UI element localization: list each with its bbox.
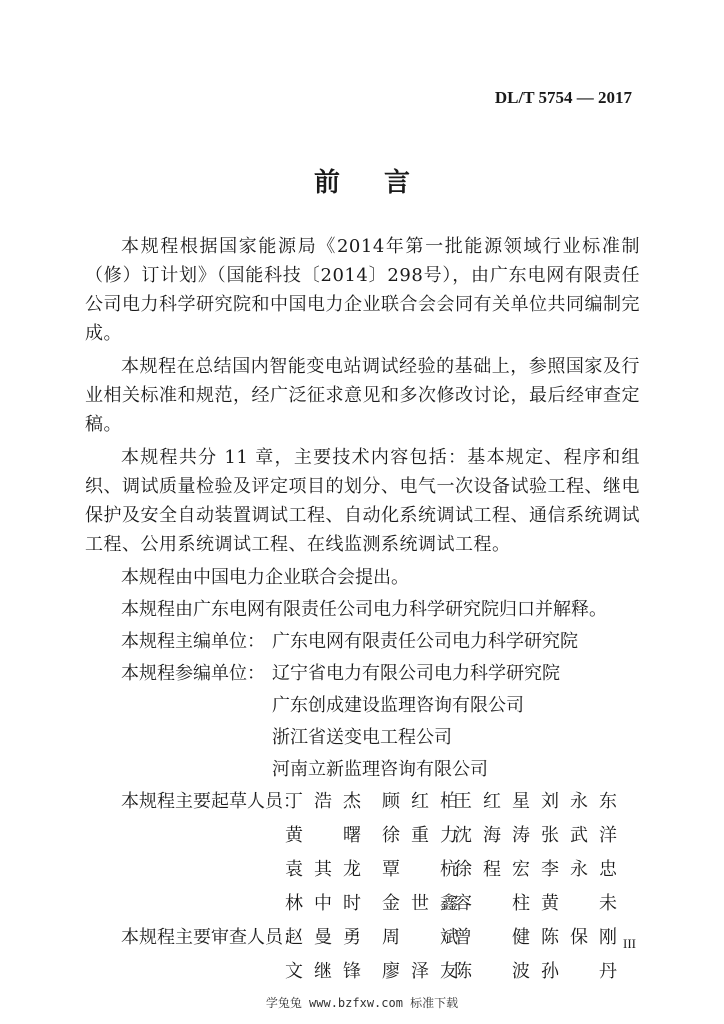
people-label: 本规程主要起草人员： (121, 791, 301, 812)
person-name: 黄曙 (285, 825, 361, 846)
participating-unit-name: 河南立新监理咨询有限公司 (272, 759, 488, 780)
participating-unit-name: 广东创成建设监理咨询有限公司 (272, 695, 524, 716)
standard-code: DL/T 5754 — 2017 (494, 88, 632, 107)
person-name: 覃杭 (382, 859, 458, 880)
person-name: 金世鑫 (382, 893, 458, 914)
people-row (85, 923, 640, 952)
person-name: 徐程宏 (454, 859, 530, 880)
people-row (85, 889, 640, 918)
participating-unit-row (85, 659, 640, 688)
document-body (85, 232, 640, 991)
person-name: 文继锋 (285, 961, 361, 982)
reviewers-block (85, 923, 640, 986)
person-name: 陈波 (454, 961, 530, 982)
person-name: 张武洋 (541, 825, 617, 846)
people-row (85, 821, 640, 850)
person-name: 袁其龙 (285, 859, 361, 880)
person-name: 赵曼勇 (285, 927, 361, 948)
person-name: 李永忠 (541, 859, 617, 880)
people-label: 本规程主要审查人员： (121, 927, 301, 948)
participating-unit-row (85, 755, 640, 784)
chief-unit-name: 广东电网有限责任公司电力科学研究院 (272, 631, 578, 652)
people-row (85, 787, 640, 816)
person-name: 周斌 (382, 927, 458, 948)
paragraph: 本规程在总结国内智能变电站调试经验的基础上，参照国家及行业相关标准和规范，经广泛征求意见和多次修改讨论，最后经审查定稿。 (85, 356, 640, 435)
drafters-block (85, 787, 640, 918)
participating-unit-name: 辽宁省电力有限公司电力科学研究院 (272, 663, 560, 684)
person-name: 曾健 (454, 927, 530, 948)
participating-unit-row (85, 691, 640, 720)
person-name: 孙丹 (541, 961, 617, 982)
people-row (85, 855, 640, 884)
person-name: 林中时 (285, 893, 361, 914)
chief-unit-label: 本规程主编单位： (121, 631, 265, 652)
participating-unit-name: 浙江省送变电工程公司 (272, 727, 452, 748)
chief-unit-row (85, 627, 640, 656)
people-row (85, 957, 640, 986)
person-name: 徐重力 (382, 825, 458, 846)
page-number: III (623, 936, 636, 951)
person-name: 容柱 (454, 893, 530, 914)
participating-units-label: 本规程参编单位： (121, 663, 265, 684)
person-name: 黄未 (541, 893, 617, 914)
person-name: 丁浩杰 (285, 791, 361, 812)
person-name: 陈保刚 (541, 927, 617, 948)
watermark-footer: 学兔兔 www.bzfxw.com 标准下载 (265, 996, 459, 1010)
paragraph: 本规程根据国家能源局《2014年第一批能源领域行业标准制（修）订计划》（国能科技〔2014〕298号），由广东电网有限责任公司电力科学研究院和中国电力企业联合会会同有关单位共同编制完成。 (85, 236, 640, 344)
statement-proposer: 本规程由中国电力企业联合会提出。 (121, 567, 409, 588)
participating-unit-row (85, 723, 640, 752)
person-name: 顾红柏 (382, 791, 458, 812)
paragraph: 本规程共分 11 章，主要技术内容包括：基本规定、程序和组织、调试质量检验及评定项目的划分、电气一次设备试验工程、继电保护及安全自动装置调试工程、自动化系统调试工程、通信系统调试工程、公用系统调试工程、在线监测系统调试工程。 (85, 447, 640, 555)
person-name: 王红星 (454, 791, 530, 812)
person-name: 刘永东 (541, 791, 617, 812)
person-name: 沈海涛 (454, 825, 530, 846)
person-name: 廖泽友 (382, 961, 458, 982)
page-title: 前言 (313, 168, 454, 198)
statement-interpreter: 本规程由广东电网有限责任公司电力科学研究院归口并解释。 (121, 599, 607, 620)
